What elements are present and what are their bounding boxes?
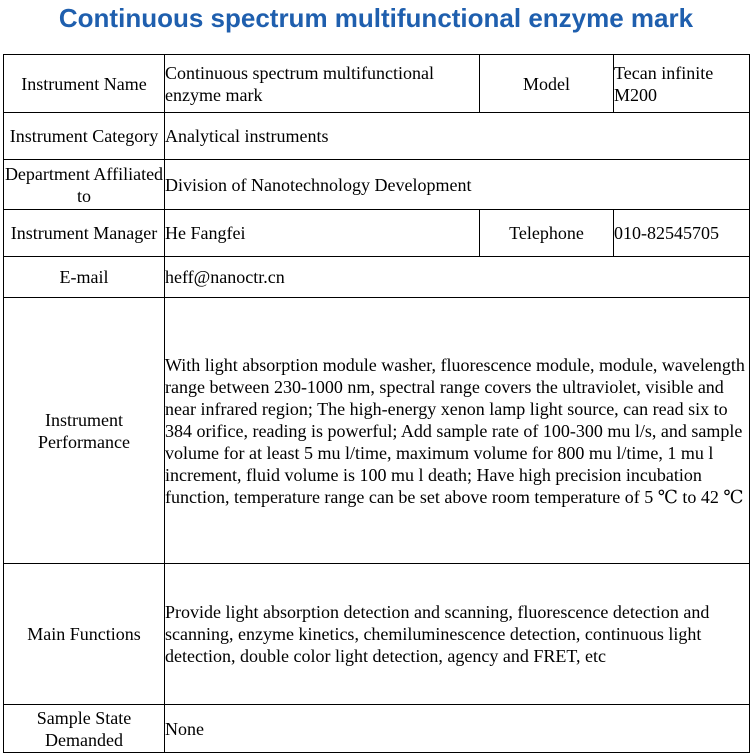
sample-state-value: None	[165, 705, 750, 753]
instrument-category-value: Analytical instruments	[165, 113, 750, 160]
department-value: Division of Nanotechnology Development	[165, 160, 750, 210]
row-functions	[4, 564, 750, 705]
row-email	[4, 257, 750, 298]
functions-value: Provide light absorption detection and scanning, fluorescence detection and scanning, enzyme kinetics, chemiluminescence detection, continuous light detection, double color light detection, agency and FRET, etc	[165, 564, 750, 705]
row-department	[4, 160, 750, 210]
instrument-name-value: Continuous spectrum multifunctional enzyme mark	[165, 55, 480, 113]
telephone-value: 010-82545705	[614, 210, 750, 257]
row-manager	[4, 210, 750, 257]
telephone-label: Telephone	[480, 210, 614, 257]
manager-value: He Fangfei	[165, 210, 480, 257]
row-sample-state	[4, 705, 750, 753]
performance-label: Instrument Performance	[4, 298, 165, 564]
row-instrument-name	[4, 55, 750, 113]
email-label: E-mail	[4, 257, 165, 298]
row-instrument-category	[4, 113, 750, 160]
performance-value: With light absorption module washer, fluorescence module, module, wavelength range between 230-1000 nm, spectral range covers the ultraviolet, visible and near infrared region; The high-energy xenon lamp light source, can read six to 384 orifice, reading is powerful; Add sample rate of 100-300 mu l/s, and sample volume for at least 5 mu l/time, maximum volume for 800 mu l/time, 1 mu l increment, fluid volume is 100 mu l death; Have high precision incubation function, temperature range can be set above room temperature of 5 ℃ to 42 ℃	[165, 298, 750, 564]
instrument-spec-table	[3, 54, 750, 753]
email-value: heff@nanoctr.cn	[165, 257, 750, 298]
manager-label: Instrument Manager	[4, 210, 165, 257]
department-label: Department Affiliated to	[4, 160, 165, 210]
page-title: Continuous spectrum multifunctional enzyme mark	[58, 3, 694, 33]
instrument-category-label: Instrument Category	[4, 113, 165, 160]
sample-state-label: Sample State Demanded	[4, 705, 165, 753]
instrument-name-label: Instrument Name	[4, 55, 165, 113]
model-value: Tecan infinite M200	[614, 55, 750, 113]
model-label: Model	[480, 55, 614, 113]
row-performance	[4, 298, 750, 564]
functions-label: Main Functions	[4, 564, 165, 705]
